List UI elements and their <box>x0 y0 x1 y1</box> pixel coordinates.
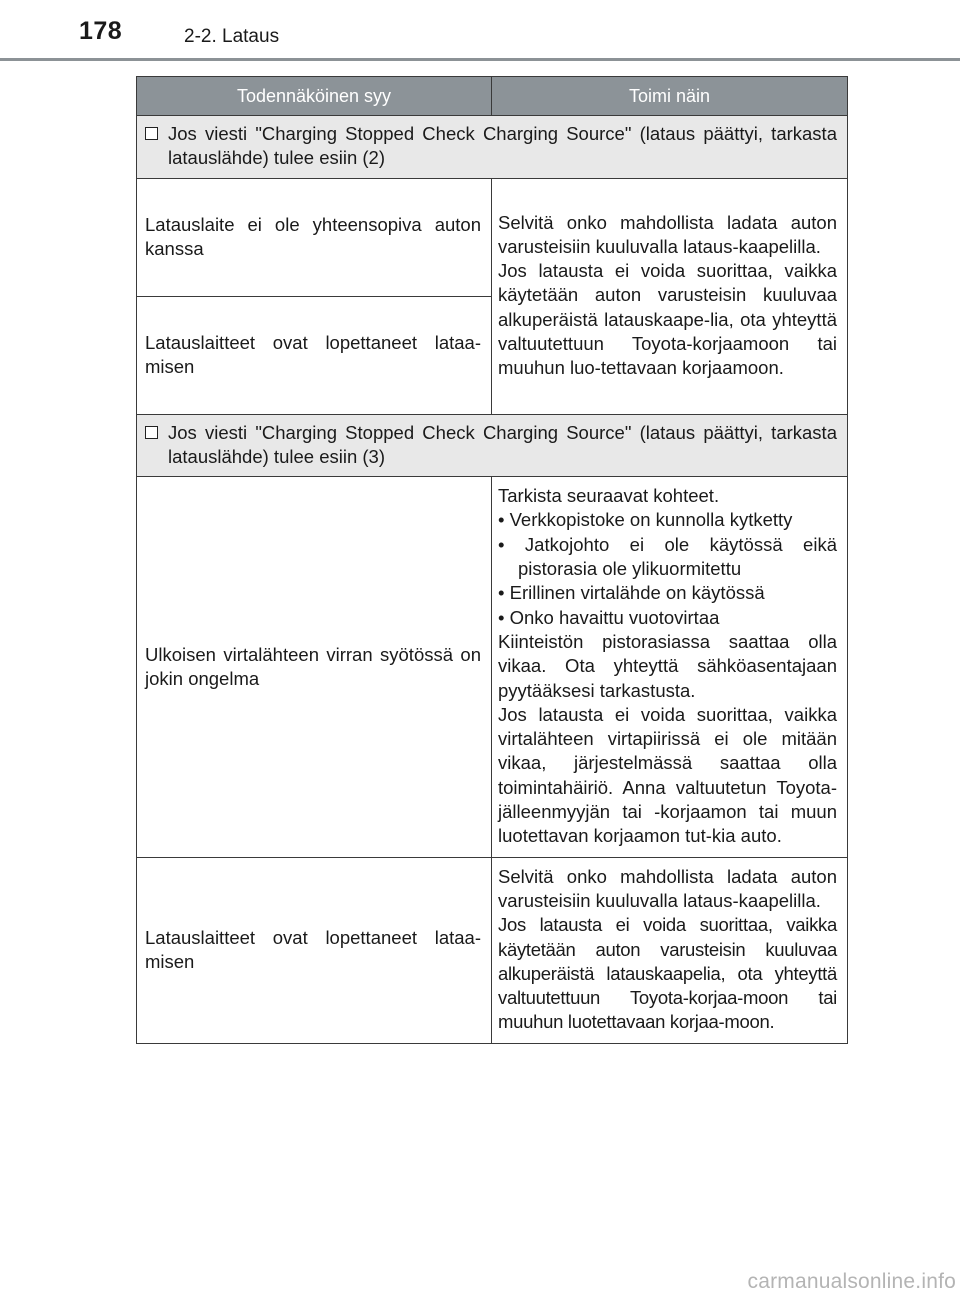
group-heading-text: Jos viesti "Charging Stopped Check Charging Source" (lataus päättyi, tarkasta latauslähde) tulee esiin (3) <box>168 421 837 467</box>
action-cell <box>492 477 848 857</box>
page-number: 178 <box>79 17 123 45</box>
action-paragraph: Selvitä onko mahdollista ladata auton varusteisiin kuuluvalla lataus-kaapelilla. <box>498 865 837 911</box>
cause-text: Latauslaite ei ole yhteensopiva auton kanssa <box>145 213 481 260</box>
cause-cell <box>137 857 492 1043</box>
cause-cell <box>137 296 492 414</box>
table-row <box>137 477 848 857</box>
table-header-row <box>137 77 848 116</box>
action-paragraph: Jos latausta ei voida suorittaa, vaikka käytetään auton varusteisin kuuluvaa alkuperäistä latauskaape-lia, ota yhteyttä valtuutettuun Toyota-korjaamoon tai muuhun luo-tettavaan korjaamoon. <box>498 260 837 379</box>
table-row <box>137 857 848 1043</box>
checklist-item: • Jatkojohto ei ole käytössä eikä pistorasia ole ylikuormitettu <box>498 533 837 580</box>
group-heading <box>137 414 848 477</box>
section-title: 2-2. Lataus <box>184 26 280 47</box>
troubleshooting-table <box>136 76 848 1044</box>
table-row <box>137 178 848 296</box>
group-heading <box>137 116 848 179</box>
checkbox-square-icon <box>145 426 158 439</box>
action-paragraph: Jos latausta ei voida suorittaa, vaikka virtalähteen virtapiirissä ei ole mitään vikaa, järjestelmässä saattaa olla toimintahäiriö. Anna valtuutetun Toyota-jälleenmyyjän tai -korjaamon tai muun luotettavan korjaamon tut-kia auto. <box>498 703 837 847</box>
group-heading-row <box>137 116 848 179</box>
action-paragraph: Kiinteistön pistorasiassa saattaa olla vikaa. Ota yhteyttä sähköasentajaan pyytääksesi tarkastusta. <box>498 630 837 701</box>
action-cell <box>492 178 848 414</box>
checklist-item: • Verkkopistoke on kunnolla kytketty <box>498 509 793 531</box>
cause-text: Ulkoisen virtalähteen virran syötössä on jokin ongelma <box>145 643 481 689</box>
column-header-cause: Todennäköinen syy <box>137 77 492 116</box>
cause-text: Latauslaitteet ovat lopettaneet lataa-misen <box>145 926 481 973</box>
checkbox-square-icon <box>145 127 158 140</box>
checklist-item: • Erillinen virtalähde on käytössä <box>498 582 765 604</box>
watermark: carmanualsonline.info <box>747 1270 956 1293</box>
cause-text: Latauslaitteet ovat lopettaneet lataa-misen <box>145 331 481 378</box>
cause-cell <box>137 178 492 296</box>
group-heading-row <box>137 414 848 477</box>
group-heading-text: Jos viesti "Charging Stopped Check Charging Source" (lataus päättyi, tarkasta latauslähde) tulee esiin (2) <box>168 123 837 169</box>
cause-cell <box>137 477 492 857</box>
action-paragraph: Selvitä onko mahdollista ladata auton varusteisiin kuuluvalla lataus-kaapelilla. <box>498 211 837 257</box>
column-header-action: Toimi näin <box>492 77 848 116</box>
action-paragraph: Jos latausta ei voida suorittaa, vaikka käytetään auton varusteisin kuuluvaa alkuperäistä latauskaapelia, ota yhteyttä valtuutettuun Toyota-korjaa-moon tai muuhun luotettavaan korjaa-moon. <box>498 914 837 1033</box>
checklist-item: • Onko havaittu vuotovirtaa <box>498 606 720 628</box>
header-divider <box>0 58 960 61</box>
action-cell <box>492 857 848 1043</box>
action-intro: Tarkista seuraavat kohteet. <box>498 485 720 507</box>
